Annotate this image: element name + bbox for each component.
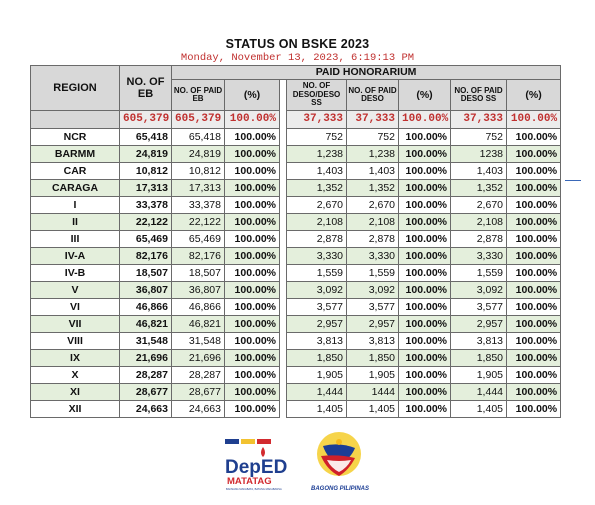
- pct-deso-ss-cell: 100.00%: [507, 367, 561, 384]
- totals-row: [31, 111, 561, 129]
- deso-cell: 3,092: [287, 282, 347, 299]
- pct-deso-cell: 100.00%: [399, 231, 451, 248]
- column-gap: [280, 350, 287, 367]
- eb-cell: 65,418: [120, 129, 172, 146]
- pct-deso-ss-cell: 100.00%: [507, 214, 561, 231]
- paid-eb-cell: 33,378: [172, 197, 225, 214]
- pct-eb-cell: 100.00%: [225, 231, 280, 248]
- paid-deso-ss-cell: 1,403: [451, 163, 507, 180]
- paid-eb-cell: 28,677: [172, 384, 225, 401]
- deso-cell: 1,850: [287, 350, 347, 367]
- bagong-pilipinas-logo: [305, 430, 375, 494]
- table-row: [31, 180, 561, 197]
- table-row: [31, 299, 561, 316]
- eb-cell: 65,469: [120, 231, 172, 248]
- paid-deso-ss-cell: 1,352: [451, 180, 507, 197]
- paid-eb-cell: 46,821: [172, 316, 225, 333]
- region-cell: XII: [31, 401, 120, 418]
- eb-cell: 36,807: [120, 282, 172, 299]
- deso-cell: 1,559: [287, 265, 347, 282]
- paid-deso-cell: 1,405: [347, 401, 399, 418]
- total-eb: 605,379: [120, 111, 172, 129]
- deso-cell: 3,577: [287, 299, 347, 316]
- pct-eb-cell: 100.00%: [225, 180, 280, 197]
- eb-cell: 46,821: [120, 316, 172, 333]
- pct-eb-cell: 100.00%: [225, 265, 280, 282]
- logo-bar-icon: [225, 439, 239, 444]
- paid-deso-cell: 752: [347, 129, 399, 146]
- column-gap: [280, 299, 287, 316]
- table-row: [31, 384, 561, 401]
- pct-eb-cell: 100.00%: [225, 333, 280, 350]
- table-row: [31, 350, 561, 367]
- column-gap: [280, 214, 287, 231]
- deped-wordmark: DepED: [225, 457, 288, 478]
- pct-deso-ss-cell: 100.00%: [507, 350, 561, 367]
- pct-deso-ss-cell: 100.00%: [507, 401, 561, 418]
- pct-deso-cell: 100.00%: [399, 299, 451, 316]
- pct-deso-ss-cell: 100.00%: [507, 265, 561, 282]
- total-pct-deso-ss: 100.00%: [507, 111, 561, 129]
- deped-tagline: BANSANG MAKABATA, BATANG MAKABANSA: [226, 488, 282, 491]
- region-cell: V: [31, 282, 120, 299]
- total-deso: 37,333: [287, 111, 347, 129]
- deso-cell: 2,108: [287, 214, 347, 231]
- pct-deso-cell: 100.00%: [399, 316, 451, 333]
- region-cell: IV-A: [31, 248, 120, 265]
- table-row: [31, 316, 561, 333]
- column-gap: [280, 384, 287, 401]
- paid-deso-ss-cell: 2,670: [451, 197, 507, 214]
- region-cell: NCR: [31, 129, 120, 146]
- column-gap: [280, 282, 287, 299]
- pct-deso-ss-cell: 100.00%: [507, 180, 561, 197]
- paid-deso-cell: 2,670: [347, 197, 399, 214]
- paid-deso-cell: 2,878: [347, 231, 399, 248]
- pct-deso-cell: 100.00%: [399, 367, 451, 384]
- total-paid-deso-ss: 37,333: [451, 111, 507, 129]
- pct-deso-ss-cell: 100.00%: [507, 282, 561, 299]
- column-gap: [280, 111, 287, 129]
- pct-eb-cell: 100.00%: [225, 197, 280, 214]
- column-gap: [280, 367, 287, 384]
- header-region: REGION: [31, 66, 120, 111]
- deso-cell: 3,813: [287, 333, 347, 350]
- table-row: [31, 401, 561, 418]
- column-gap: [280, 163, 287, 180]
- paid-deso-ss-cell: 1,405: [451, 401, 507, 418]
- deso-cell: 1,238: [287, 146, 347, 163]
- eb-cell: 82,176: [120, 248, 172, 265]
- paid-deso-cell: 1,352: [347, 180, 399, 197]
- pct-deso-cell: 100.00%: [399, 146, 451, 163]
- paid-deso-cell: 3,577: [347, 299, 399, 316]
- table-row: [31, 282, 561, 299]
- pct-deso-ss-cell: 100.00%: [507, 316, 561, 333]
- column-gap: [280, 401, 287, 418]
- table-row: [31, 146, 561, 163]
- paid-eb-cell: 18,507: [172, 265, 225, 282]
- eb-cell: 28,287: [120, 367, 172, 384]
- pct-eb-cell: 100.00%: [225, 401, 280, 418]
- deso-cell: 1,403: [287, 163, 347, 180]
- paid-deso-ss-cell: 1,559: [451, 265, 507, 282]
- paid-deso-ss-cell: 2,108: [451, 214, 507, 231]
- paid-deso-ss-cell: 1,905: [451, 367, 507, 384]
- deso-cell: 1,352: [287, 180, 347, 197]
- total-paid-eb: 605,379: [172, 111, 225, 129]
- header-no-of-paid-deso: NO. OF PAID DESO: [347, 80, 399, 111]
- pct-deso-cell: 100.00%: [399, 265, 451, 282]
- paid-eb-cell: 17,313: [172, 180, 225, 197]
- paid-eb-cell: 10,812: [172, 163, 225, 180]
- bske-status-table: [30, 65, 561, 418]
- pct-deso-cell: 100.00%: [399, 384, 451, 401]
- paid-eb-cell: 31,548: [172, 333, 225, 350]
- region-cell: X: [31, 367, 120, 384]
- column-gap: [280, 333, 287, 350]
- region-cell: IV-B: [31, 265, 120, 282]
- table-row: [31, 214, 561, 231]
- header-no-of-paid-deso-ss: NO. OF PAID DESO SS: [451, 80, 507, 111]
- deso-cell: 2,878: [287, 231, 347, 248]
- pct-deso-ss-cell: 100.00%: [507, 146, 561, 163]
- matatag-wordmark: MATATAG: [227, 476, 272, 487]
- pct-eb-cell: 100.00%: [225, 350, 280, 367]
- column-gap: [280, 248, 287, 265]
- column-gap: [280, 129, 287, 146]
- paid-deso-cell: 1,559: [347, 265, 399, 282]
- paid-deso-cell: 3,813: [347, 333, 399, 350]
- eb-cell: 22,122: [120, 214, 172, 231]
- paid-deso-ss-cell: 2,878: [451, 231, 507, 248]
- deso-cell: 1,444: [287, 384, 347, 401]
- pct-eb-cell: 100.00%: [225, 367, 280, 384]
- paid-deso-ss-cell: 2,957: [451, 316, 507, 333]
- paid-eb-cell: 22,122: [172, 214, 225, 231]
- paid-deso-ss-cell: 1238: [451, 146, 507, 163]
- header-no-of-paid-eb: NO. OF PAID EB: [172, 80, 225, 111]
- pct-deso-cell: 100.00%: [399, 180, 451, 197]
- column-gap: [280, 265, 287, 282]
- region-cell: VI: [31, 299, 120, 316]
- region-cell: CARAGA: [31, 180, 120, 197]
- header-pct-deso: (%): [399, 80, 451, 111]
- table-row: [31, 231, 561, 248]
- paid-deso-ss-cell: 3,092: [451, 282, 507, 299]
- torch-flame-icon: [261, 447, 265, 457]
- pct-eb-cell: 100.00%: [225, 129, 280, 146]
- paid-eb-cell: 46,866: [172, 299, 225, 316]
- pct-deso-ss-cell: 100.00%: [507, 333, 561, 350]
- pct-deso-ss-cell: 100.00%: [507, 163, 561, 180]
- eb-cell: 18,507: [120, 265, 172, 282]
- pct-deso-ss-cell: 100.00%: [507, 299, 561, 316]
- paid-deso-cell: 3,330: [347, 248, 399, 265]
- page-title: STATUS ON BSKE 2023: [225, 37, 370, 51]
- header-pct-deso-ss: (%): [507, 80, 561, 111]
- deso-cell: 1,905: [287, 367, 347, 384]
- pct-deso-cell: 100.00%: [399, 350, 451, 367]
- total-pct-deso: 100.00%: [399, 111, 451, 129]
- pct-eb-cell: 100.00%: [225, 214, 280, 231]
- eb-cell: 33,378: [120, 197, 172, 214]
- region-cell: I: [31, 197, 120, 214]
- paid-eb-cell: 36,807: [172, 282, 225, 299]
- paid-deso-ss-cell: 1,444: [451, 384, 507, 401]
- pct-eb-cell: 100.00%: [225, 316, 280, 333]
- eb-cell: 21,696: [120, 350, 172, 367]
- logo-bar-icon: [257, 439, 271, 444]
- table-row: [31, 248, 561, 265]
- edge-marker: [565, 180, 581, 181]
- paid-deso-cell: 1444: [347, 384, 399, 401]
- eb-cell: 28,677: [120, 384, 172, 401]
- paid-deso-cell: 2,108: [347, 214, 399, 231]
- region-cell: IX: [31, 350, 120, 367]
- paid-eb-cell: 82,176: [172, 248, 225, 265]
- table-row: [31, 333, 561, 350]
- deso-cell: 2,670: [287, 197, 347, 214]
- pct-deso-cell: 100.00%: [399, 333, 451, 350]
- pct-deso-cell: 100.00%: [399, 214, 451, 231]
- region-cell: BARMM: [31, 146, 120, 163]
- pct-deso-cell: 100.00%: [399, 129, 451, 146]
- pct-deso-ss-cell: 100.00%: [507, 231, 561, 248]
- header-no-of-eb: NO. OF EB: [120, 66, 172, 111]
- pct-deso-cell: 100.00%: [399, 248, 451, 265]
- table-row: [31, 197, 561, 214]
- paid-deso-ss-cell: 3,577: [451, 299, 507, 316]
- deped-matatag-logo: [223, 437, 303, 493]
- region-cell: VIII: [31, 333, 120, 350]
- paid-deso-cell: 1,238: [347, 146, 399, 163]
- eb-cell: 24,819: [120, 146, 172, 163]
- paid-deso-cell: 1,403: [347, 163, 399, 180]
- pct-eb-cell: 100.00%: [225, 282, 280, 299]
- timestamp: Monday, November 13, 2023, 6:19:13 PM: [180, 52, 415, 64]
- paid-eb-cell: 24,663: [172, 401, 225, 418]
- paid-deso-ss-cell: 752: [451, 129, 507, 146]
- paid-deso-ss-cell: 1,850: [451, 350, 507, 367]
- eb-cell: 10,812: [120, 163, 172, 180]
- logo-bar-icon: [241, 439, 255, 444]
- pct-deso-ss-cell: 100.00%: [507, 129, 561, 146]
- column-gap: [280, 146, 287, 163]
- paid-eb-cell: 65,418: [172, 129, 225, 146]
- deso-cell: 2,957: [287, 316, 347, 333]
- region-cell: XI: [31, 384, 120, 401]
- totals-label-cell: [31, 111, 120, 129]
- header-pct-eb: (%): [225, 80, 280, 111]
- paid-eb-cell: 28,287: [172, 367, 225, 384]
- pct-deso-cell: 100.00%: [399, 163, 451, 180]
- region-cell: III: [31, 231, 120, 248]
- paid-deso-cell: 3,092: [347, 282, 399, 299]
- eb-cell: 46,866: [120, 299, 172, 316]
- deso-cell: 752: [287, 129, 347, 146]
- paid-eb-cell: 21,696: [172, 350, 225, 367]
- column-gap: [280, 316, 287, 333]
- table-row: [31, 163, 561, 180]
- region-cell: VII: [31, 316, 120, 333]
- column-gap: [280, 80, 287, 111]
- total-pct-eb: 100.00%: [225, 111, 280, 129]
- column-gap: [280, 231, 287, 248]
- star-icon: [336, 439, 342, 445]
- paid-eb-cell: 24,819: [172, 146, 225, 163]
- region-cell: II: [31, 214, 120, 231]
- pct-deso-ss-cell: 100.00%: [507, 248, 561, 265]
- deso-cell: 1,405: [287, 401, 347, 418]
- pct-eb-cell: 100.00%: [225, 384, 280, 401]
- table-row: [31, 367, 561, 384]
- pct-deso-cell: 100.00%: [399, 282, 451, 299]
- eb-cell: 24,663: [120, 401, 172, 418]
- pct-eb-cell: 100.00%: [225, 248, 280, 265]
- eb-cell: 31,548: [120, 333, 172, 350]
- deso-cell: 3,330: [287, 248, 347, 265]
- pct-deso-cell: 100.00%: [399, 197, 451, 214]
- column-gap: [280, 197, 287, 214]
- pct-eb-cell: 100.00%: [225, 299, 280, 316]
- table-row: [31, 129, 561, 146]
- bagong-pilipinas-wordmark: BAGONG PILIPINAS: [310, 486, 370, 492]
- paid-deso-ss-cell: 3,330: [451, 248, 507, 265]
- header-no-of-deso: NO. OF DESO/DESO SS: [287, 80, 347, 111]
- paid-eb-cell: 65,469: [172, 231, 225, 248]
- pct-deso-ss-cell: 100.00%: [507, 197, 561, 214]
- eb-cell: 17,313: [120, 180, 172, 197]
- header-paid-honorarium: PAID HONORARIUM: [172, 66, 561, 80]
- total-paid-deso: 37,333: [347, 111, 399, 129]
- region-cell: CAR: [31, 163, 120, 180]
- pct-deso-ss-cell: 100.00%: [507, 384, 561, 401]
- pct-eb-cell: 100.00%: [225, 163, 280, 180]
- paid-deso-cell: 1,905: [347, 367, 399, 384]
- pct-eb-cell: 100.00%: [225, 146, 280, 163]
- table-row: [31, 265, 561, 282]
- paid-deso-cell: 2,957: [347, 316, 399, 333]
- pct-deso-cell: 100.00%: [399, 401, 451, 418]
- paid-deso-ss-cell: 3,813: [451, 333, 507, 350]
- paid-deso-cell: 1,850: [347, 350, 399, 367]
- column-gap: [280, 180, 287, 197]
